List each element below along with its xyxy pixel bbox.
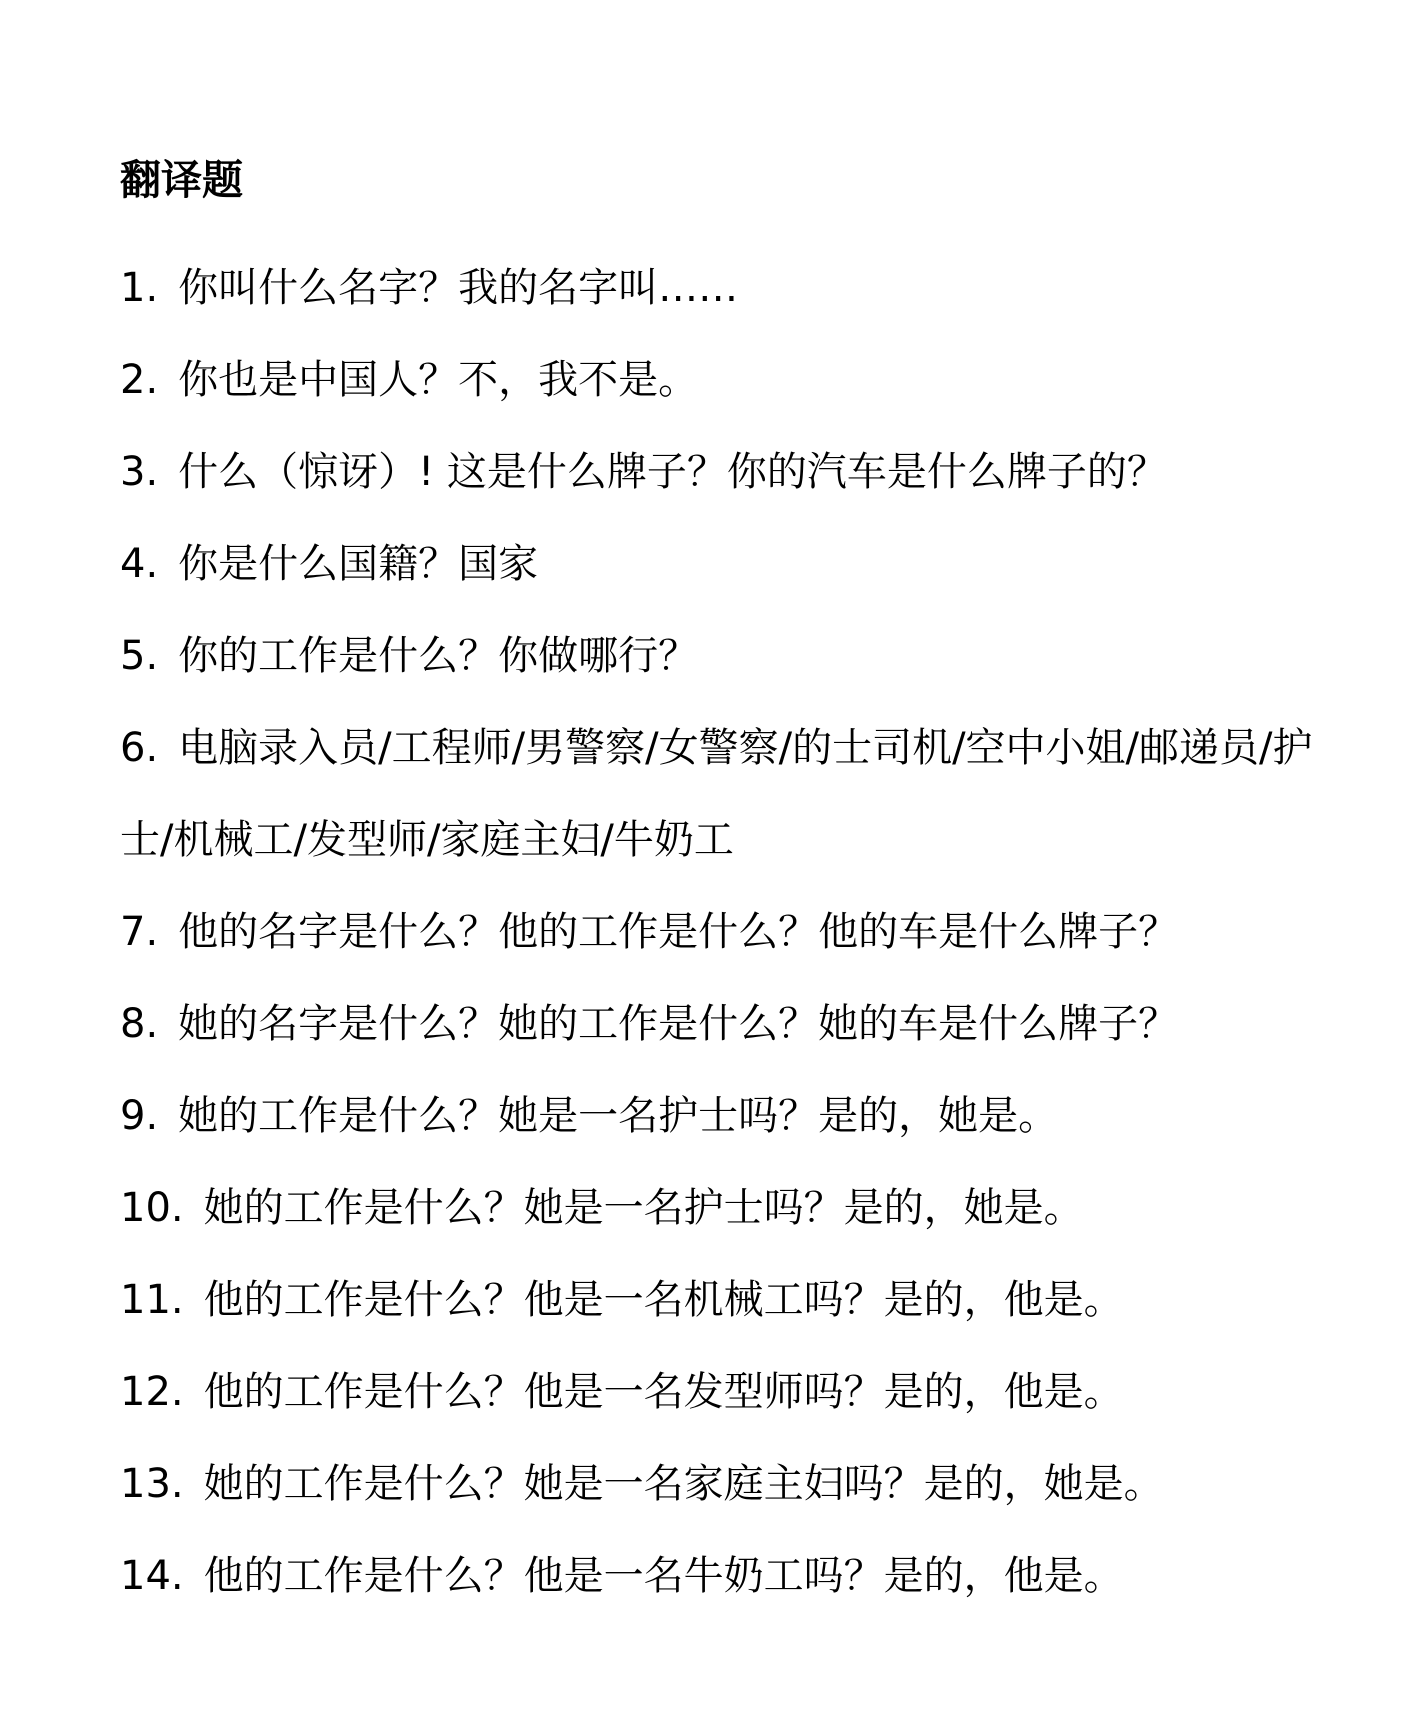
item-number: 9. [120, 1093, 159, 1139]
list-item [120, 978, 1320, 1070]
list-item [120, 242, 1320, 334]
item-text: 他的工作是什么？他是一名发型师吗？是的，他是。 [203, 1369, 1124, 1415]
item-number: 10. [120, 1185, 184, 1231]
item-number: 12. [120, 1369, 184, 1415]
item-text: 你是什么国籍？国家 [178, 541, 539, 587]
list-item [120, 610, 1320, 702]
item-number: 8. [120, 1001, 159, 1047]
item-text: 你也是中国人？不，我不是。 [178, 357, 699, 403]
item-number: 4. [120, 541, 159, 587]
item-number: 14. [120, 1553, 184, 1599]
item-text: 你叫什么名字？我的名字叫…… [178, 265, 739, 311]
list-item [120, 886, 1320, 978]
item-text: 什么（惊讶）! 这是什么牌子？你的汽车是什么牌子的？ [178, 449, 1167, 495]
list-item [120, 334, 1320, 426]
list-item [120, 1162, 1320, 1254]
question-list [120, 242, 1320, 1622]
heading: 翻译题 [120, 156, 243, 204]
list-item [120, 1530, 1320, 1622]
item-text: 电脑录入员/工程师/男警察/女警察/的士司机/空中小姐/邮递员/护士/机械工/发型师/家庭主妇/牛奶工 [120, 725, 1313, 863]
item-number: 3. [120, 449, 159, 495]
item-text: 她的工作是什么？她是一名护士吗？是的，她是。 [203, 1185, 1084, 1231]
list-item [120, 426, 1320, 518]
item-text: 你的工作是什么？你做哪行？ [178, 633, 699, 679]
item-text: 她的名字是什么？她的工作是什么？她的车是什么牌子？ [178, 1001, 1179, 1047]
list-item [120, 1346, 1320, 1438]
item-number: 1. [120, 265, 159, 311]
list-item [120, 1070, 1320, 1162]
list-item [120, 1438, 1320, 1530]
item-number: 2. [120, 357, 159, 403]
item-number: 7. [120, 909, 159, 955]
list-item [120, 518, 1320, 610]
item-number: 13. [120, 1461, 184, 1507]
item-text: 她的工作是什么？她是一名护士吗？是的，她是。 [178, 1093, 1059, 1139]
item-number: 6. [120, 725, 159, 771]
list-item [120, 1254, 1320, 1346]
list-item [120, 702, 1320, 886]
item-text: 他的工作是什么？他是一名牛奶工吗？是的，他是。 [203, 1553, 1124, 1599]
item-text: 他的工作是什么？他是一名机械工吗？是的，他是。 [203, 1277, 1124, 1323]
document-page [120, 150, 1320, 1622]
item-number: 5. [120, 633, 159, 679]
item-text: 他的名字是什么？他的工作是什么？他的车是什么牌子？ [178, 909, 1179, 955]
item-number: 11. [120, 1277, 184, 1323]
item-text: 她的工作是什么？她是一名家庭主妇吗？是的，她是。 [203, 1461, 1164, 1507]
